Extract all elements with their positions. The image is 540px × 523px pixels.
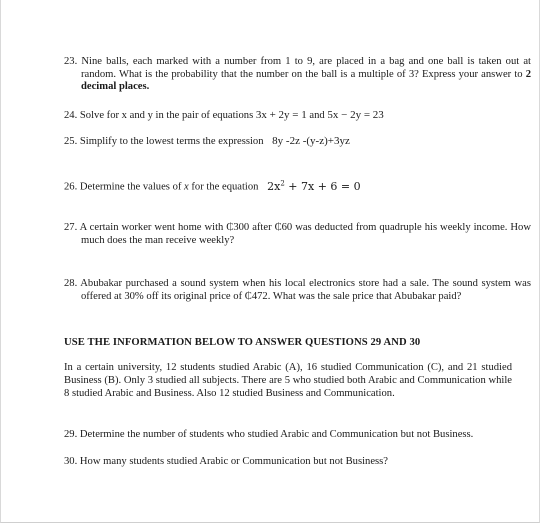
question-text: Determine the number of students who studied Arabic and Communication but not Business.	[79, 429, 474, 440]
question-number: 24.	[64, 110, 78, 121]
quadratic-equation	[267, 180, 361, 193]
section-heading: USE THE INFORMATION BELOW TO ANSWER QUESTIONS 29 AND 30	[64, 337, 421, 348]
equation-1: 3x + 2y = 1	[255, 109, 307, 121]
question-text: Simplify to the lowest terms the expression	[79, 136, 264, 147]
expression: 8y -2z -(y-z)+3yz	[272, 135, 350, 147]
question-25	[64, 135, 514, 149]
question-emphasis: 2 decimal places.	[81, 68, 531, 93]
question-23	[64, 56, 531, 94]
question-text: Solve for x and y in the pair of equations	[79, 110, 256, 121]
question-number: 27.	[64, 222, 78, 233]
question-26	[64, 177, 514, 194]
question-number: 28.	[64, 278, 78, 289]
question-30	[64, 456, 514, 469]
equation-2: 5x − 2y = 23	[327, 109, 384, 121]
question-number: 30.	[64, 456, 78, 467]
question-24	[64, 109, 514, 123]
variable: x	[184, 181, 189, 193]
conjunction: and	[306, 110, 328, 121]
question-number: 26.	[64, 181, 78, 193]
question-text: How many students studied Arabic or Communication but not Business?	[79, 456, 388, 467]
question-29	[64, 429, 514, 442]
question-text: Determine the values of	[79, 181, 185, 193]
question-28	[64, 278, 531, 303]
question-number: 25.	[64, 136, 78, 147]
question-text: Nine balls, each marked with a number from 1 to 9, are placed in a bag and one ball is taken out at random. What is the probability that the number on the ball is a multiple of 3? Express your answer to	[81, 56, 531, 80]
equation-exponent: 2	[280, 179, 285, 187]
question-number: 23.	[64, 56, 78, 67]
question-text: A certain worker went home with ₵300 after ₵60 was deducted from quadruple his weekly income. How much does the man receive weekly?	[79, 222, 531, 246]
equation-rest: + 7x + 6 = 0	[284, 179, 361, 193]
section-info-paragraph: In a certain university, 12 students studied Arabic (A), 16 studied Communication (C), and 21 studied Business (B). Only 3 studied all subjects. There are 5 who studied both Arabic and Communication while 8 studied Arabic and Business. Also 12 studied Business and Communication.	[64, 362, 512, 399]
equation-base: 2x	[267, 179, 281, 193]
question-text: Abubakar purchased a sound system when his local electronics store had a sale. The sound system was offered at 30% off its original price of ₵472. What was the sale price that Abubakar paid?	[80, 278, 531, 302]
question-number: 29.	[64, 429, 78, 440]
question-27	[64, 222, 531, 247]
question-text-2: for the equation	[188, 181, 259, 193]
